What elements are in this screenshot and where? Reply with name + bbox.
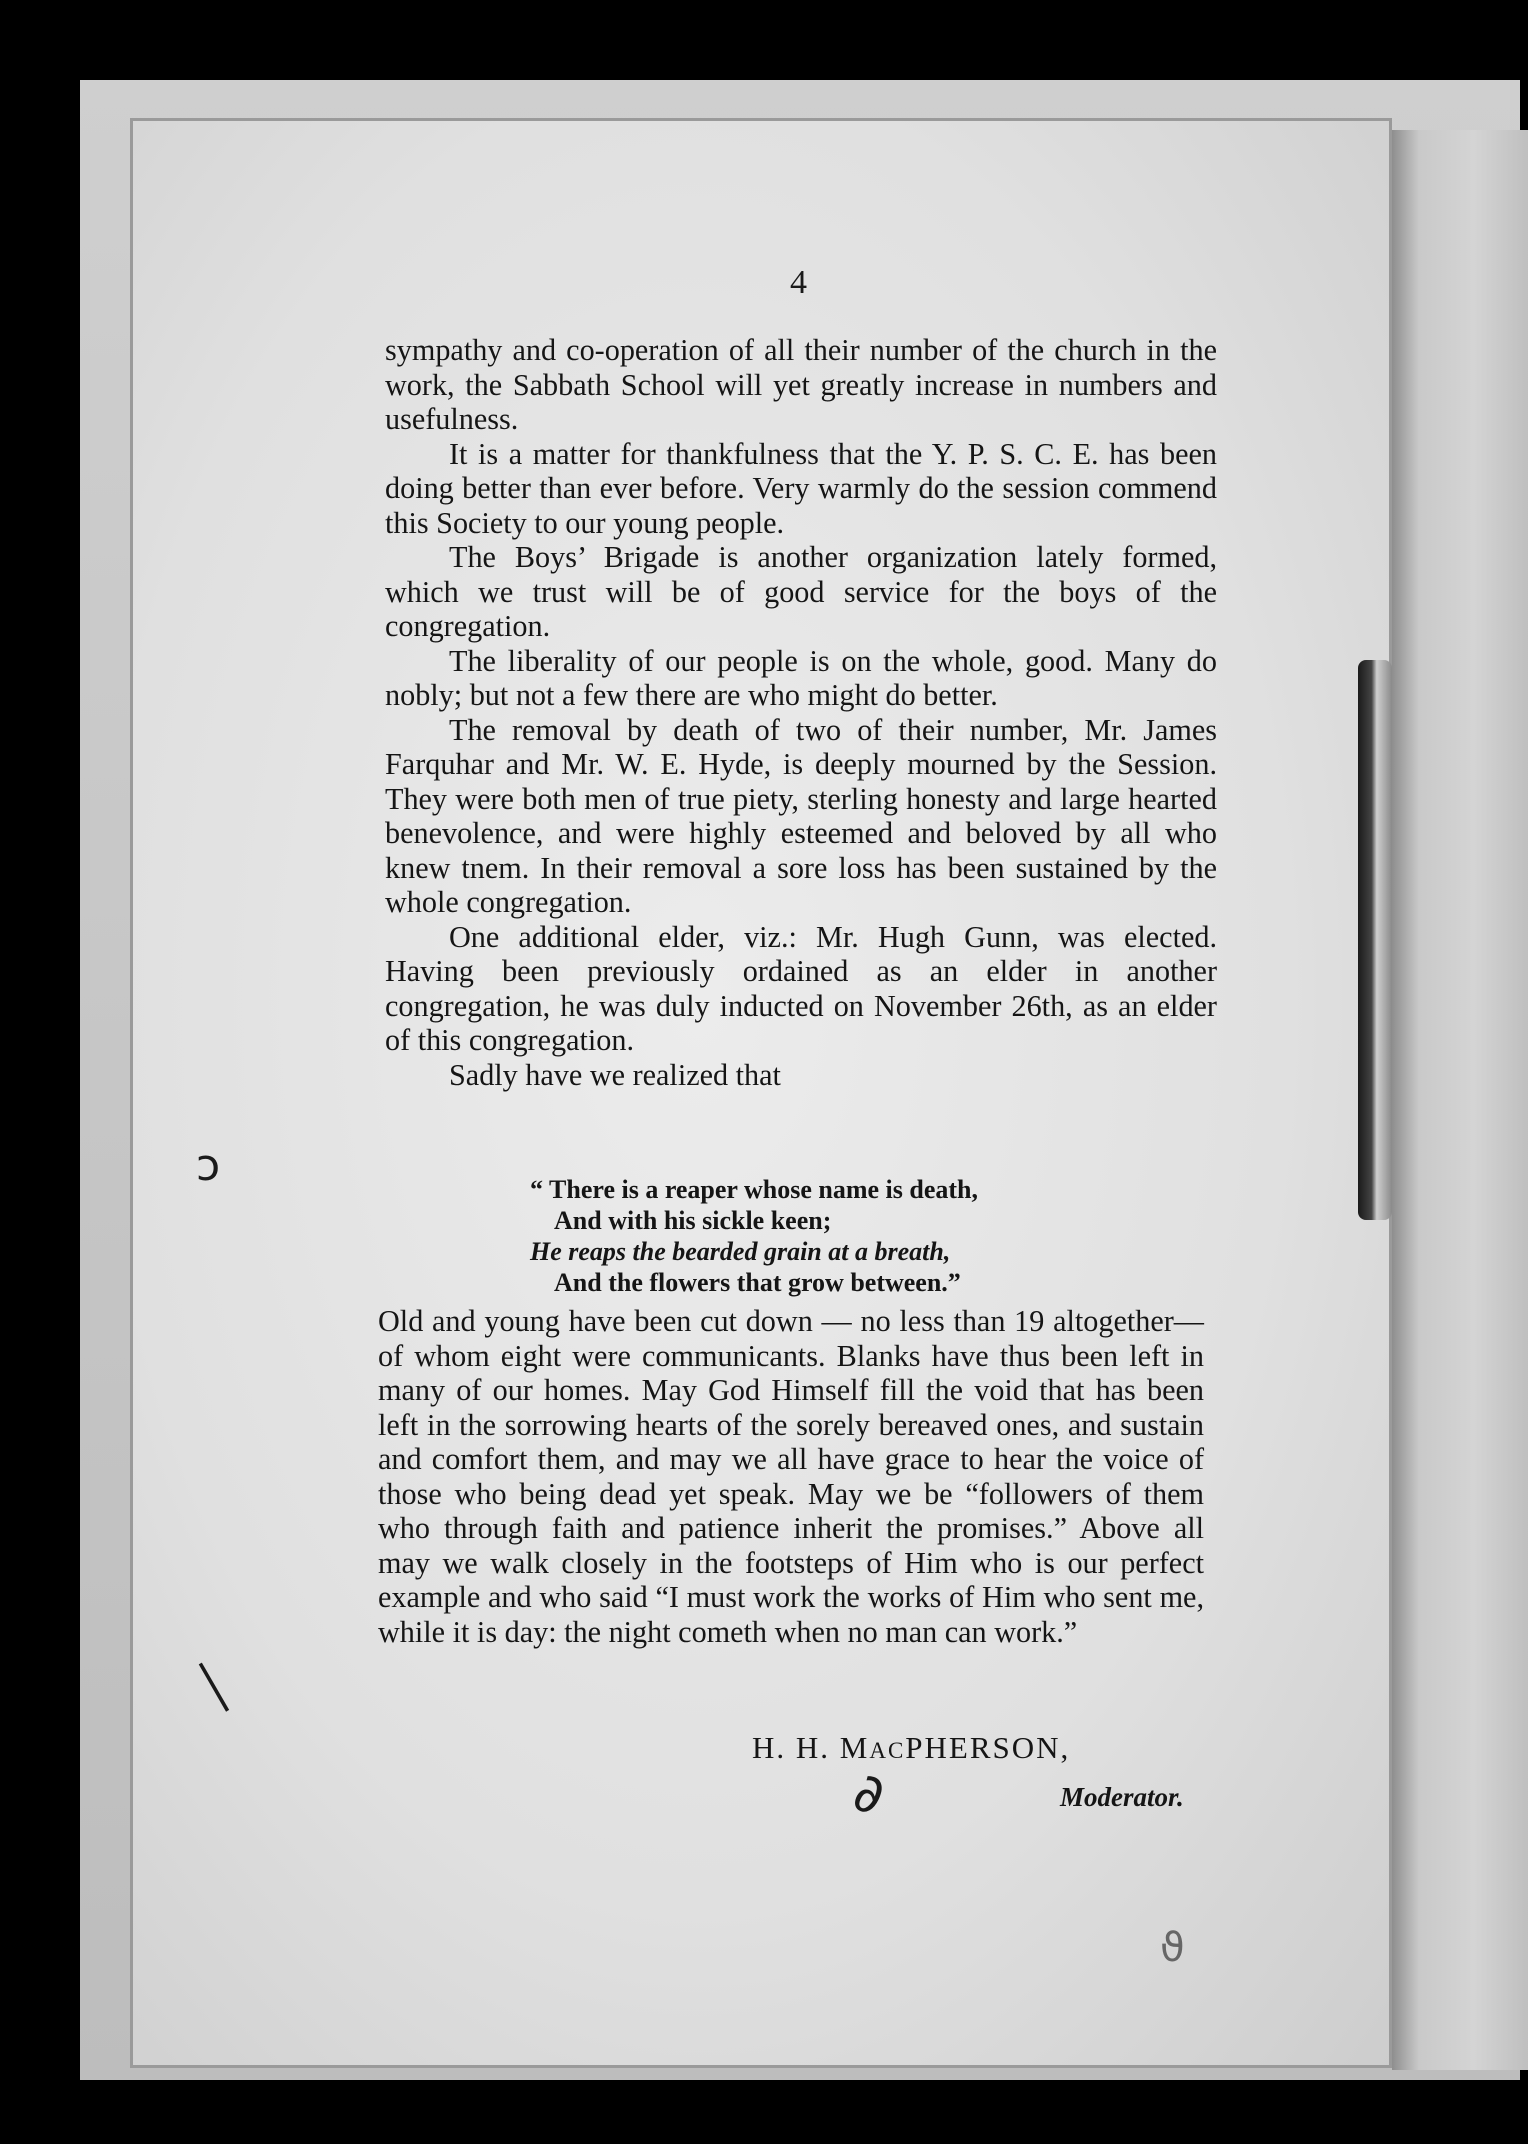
pen-mark: ϑ <box>1160 1925 1185 1971</box>
paragraph: The liberality of our people is on the whole, good. Many do nobly; but not a few there are who might do better. <box>385 643 1217 712</box>
poem-line: He reaps the bearded grain at a breath, <box>530 1237 951 1266</box>
paragraph: One additional elder, viz.: Mr. Hugh Gunn, was elected. Having been previously ordained as an elder in another congregation, he was duly inducted on November 26th, as an elder of this congregation. <box>385 919 1217 1057</box>
paragraph: sympathy and co-operation of all their number of the church in the work, the Sabbath School will yet greatly increase in numbers and usefulness. <box>385 333 1217 436</box>
pen-mark: │ <box>188 1656 240 1718</box>
poem-line: “ There is a reaper whose name is death, <box>530 1175 979 1204</box>
signature-name: H. H. MACPHERSON, <box>752 1730 1071 1765</box>
poem-line: And with his sickle keen; <box>554 1206 832 1235</box>
page-number: 4 <box>790 264 807 301</box>
paragraph: It is a matter for thankfulness that the Y. P. S. C. E. has been doing better than ever before. Very warmly do the session commend this Society to our young people. <box>385 436 1217 540</box>
closing-text <box>378 1304 1204 1649</box>
poem-quote <box>530 1174 1090 1298</box>
body-text <box>385 333 1217 1092</box>
pen-mark: ↄ <box>196 1140 221 1191</box>
facing-page-edge <box>1392 130 1528 2070</box>
binding-strip <box>1358 660 1392 1220</box>
pen-mark: ∂ <box>847 1759 891 1828</box>
paragraph: Sadly have we realized that <box>449 1057 781 1092</box>
poem-line: And the flowers that grow between.” <box>554 1268 961 1297</box>
paragraph: The Boys’ Brigade is another organization lately formed, which we trust will be of good service for the boys of the congregation. <box>385 540 1217 643</box>
paragraph: Old and young have been cut down — no less than 19 altogether— of whom eight were communicants. Blanks have thus been left in many of our homes. May God Himself fill the void that has been left in the sorrowing hearts of the sorely bereaved ones, and sustain and comfort them, and may we all have grace to hear the voice of those who being dead yet speak. May we be “followers of them who through faith and patience inherit the promises.” Above all may we walk closely in the footsteps of Him who is our perfect example and who said “I must work the works of Him who sent me, while it is day: the night cometh when no man can work.” <box>378 1304 1204 1649</box>
signature-title: Moderator. <box>1060 1782 1184 1812</box>
paragraph: The removal by death of two of their number, Mr. James Farquhar and Mr. W. E. Hyde, is deeply mourned by the Session. They were both men of true piety, sterling honesty and large hearted benevolence, and were highly esteemed and beloved by all who knew tnem. In their removal a sore loss has been sustained by the whole congregation. <box>385 712 1217 919</box>
